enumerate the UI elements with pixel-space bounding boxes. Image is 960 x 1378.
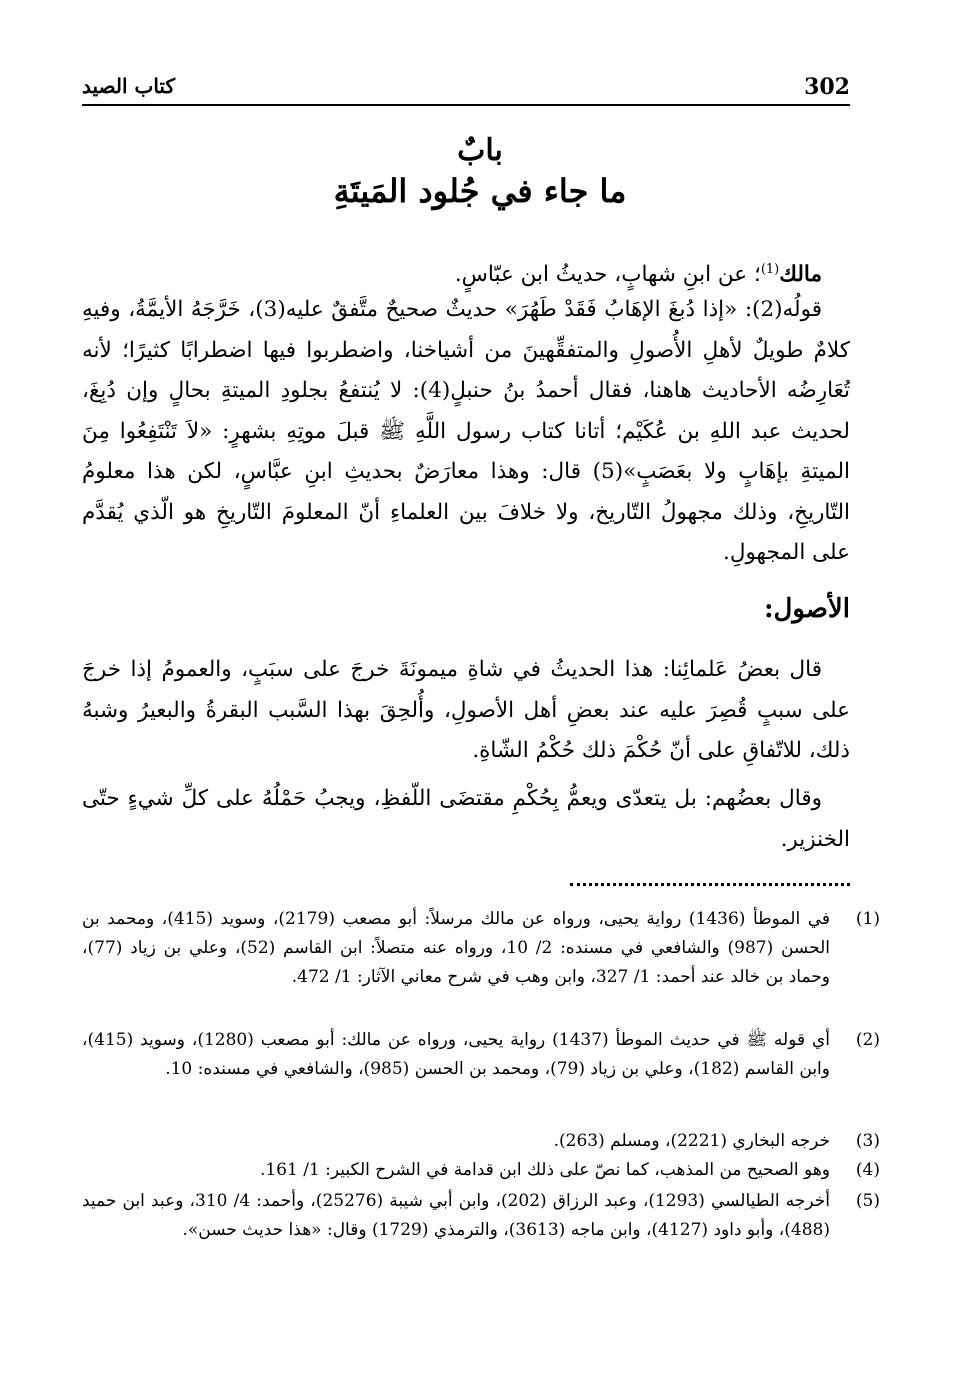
usul-paragraph-2 — [82, 779, 850, 860]
running-header — [82, 74, 850, 104]
footnote-number: (1) — [855, 909, 880, 929]
footnote — [82, 905, 880, 1022]
footnote — [82, 1127, 880, 1156]
chapter-title: ما جاء في جُلود المَيتَةِ — [333, 172, 627, 210]
section-heading: الأصول: — [763, 594, 850, 624]
footnotes — [82, 905, 880, 1245]
header-divider — [82, 104, 850, 106]
usul-text-1: قال بعضُ عَلمائِنا: هذا الحديثُ في شاةِ ميمونَةَ خرجَ على سبَبٍ، والعمومُ إذا خرجَ على سببٍ قُصِرَ عليه عند بعضِ أهل الأصولِ، وأُلحِقَ بهذا السَّبب البقرةُ والبعيرُ وشبهُ ذلك، للاتّفاقِ على أنّ حُكْمَ ذلك حُكْمُ الشّاةِ. — [82, 657, 850, 763]
footnote-text: وهو الصحيح من المذهب، كما نصّ على ذلك ابن قدامة في الشرح الكبير: 1/ 161. — [259, 1160, 830, 1180]
footnote-number: (5) — [855, 1191, 880, 1211]
chapter-label: بابٌ — [457, 133, 503, 168]
footnote-ref: (1) — [760, 262, 780, 277]
footnote-number: (4) — [855, 1160, 880, 1180]
usul-paragraph-1 — [82, 650, 850, 772]
intro-paragraph — [82, 250, 850, 296]
footnote-number: (2) — [855, 1030, 880, 1050]
running-title: كتاب الصيد — [82, 74, 175, 98]
footnote-text: في الموطأ (1436) رواية يحيى، ورواه عن مالك مرسلاً: أبو مصعب (2179)، وسويد (415)، ومحمد بن الحسن (987) والشافعي في مسنده: 2/ 10، ورواه عنه متصلاً: ابن القاسم (52)، وعلي بن زياد (77)، وحماد بن خالد عند أحمد: 1/ 327، وابن وهب في شرح معاني الآثار: 1/ 472. — [82, 909, 831, 987]
commentary-paragraph — [82, 290, 850, 574]
intro-text: ؛ عن ابنِ شهابٍ، حديثُ ابن عبّاسٍ. — [454, 262, 761, 288]
intro-name: مالك — [779, 262, 822, 288]
footnote-text: أي قوله ﷺ في حديث الموطأ (1437) رواية يحيى، ورواه عن مالك: أبو مصعب (1280)، وسويد (415)، وابن القاسم (182)، وعلي بن زياد (79)، ومحمد بن الحسن (985)، والشافعي في مسنده: 10. — [82, 1030, 831, 1079]
footnote-separator — [570, 883, 850, 886]
footnote — [82, 1026, 880, 1123]
usul-text-2: وقال بعضُهم: بل يتعدّى ويعمُّ بِحُكْمِ مقتضَى اللّفظِ، ويجبُ حَمْلُهُ على كلِّ شيءٍ حتّى الخنزير. — [82, 786, 850, 852]
footnote — [82, 1187, 880, 1245]
footnote — [82, 1156, 880, 1185]
page-number: 302 — [804, 74, 850, 100]
footnote-text: أخرجه الطيالسي (1293)، وعبد الرزاق (202)، وابن أبي شيبة (25276)، وأحمد: 4/ 310، وعبد ابن حميد (488)، وأبو داود (4127)، وابن ماجه (3613)، والترمذي (1729) وقال: «هذا حديث حسن». — [82, 1191, 830, 1240]
footnote-number: (3) — [855, 1131, 880, 1151]
footnote-text: خرجه البخاري (2221)، ومسلم (263). — [553, 1131, 830, 1151]
commentary-text: قولُه(2): «إذا دُبغَ الإهَابُ فَقَدْ طَهُرَ» حديثٌ صحيحٌ متَّفقٌ عليه(3)، خَرَّجَهُ الأيمَّةُ، وفيهِ كلامٌ طويلٌ لأهلِ الأُصولِ والمتفقِّهينَ من أشياخنا، واضطربوا فيها اضطرابًا كثيرًا؛ لأنه تُعَارِضُه الأحاديث هاهنا، فقال أحمدُ بنُ حنبلٍ(4): لا يُنتفعُ بجلودِ الميتةِ بحالٍ وإن دُبِغَ، لحديث عبد اللهِ بن عُكَيْم؛ أتانا كتاب رسول اللَّهِ ﷺ قبلَ موتِهِ بشهرٍ: «لاَ تَنْتَفِعُوا مِنَ الميتةِ بإهَابٍ ولا بعَصَبٍ»(5) قال: وهذا معارَضٌ بحديثِ ابنِ عبَّاسٍ، لكن هذا معلومُ التّاريخِ، وذلك مجهولُ التّاريخ، ولا خلافَ بين العلماءِ أنّ المعلومَ التّاريخِ هو الّذي يُقدَّم على المجهولِ. — [82, 297, 851, 565]
